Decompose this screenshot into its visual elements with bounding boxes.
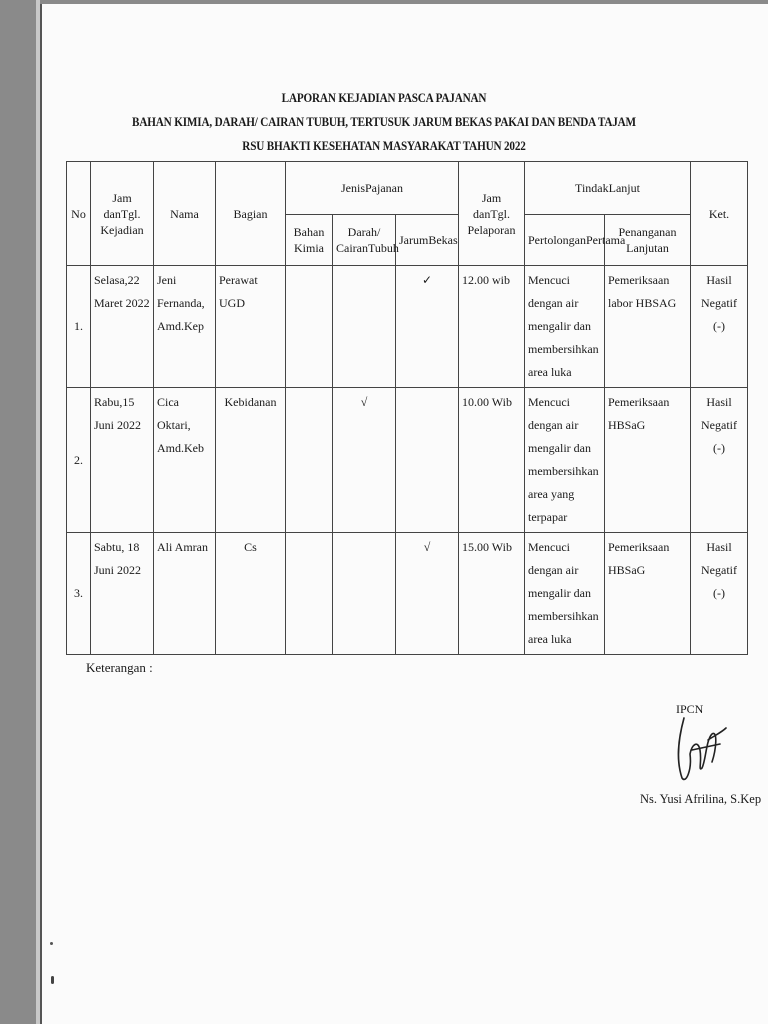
header-jarum: JarumBekas — [396, 215, 459, 266]
signer-name: Ns. Yusi Afrilina, S.Kep — [640, 792, 762, 806]
cell-bahan-kimia — [286, 533, 333, 655]
cell-pertolongan: Mencuci dengan air mengalir dan membersihkan area yang terpapar — [525, 388, 605, 533]
scan-speck — [50, 942, 53, 945]
cell-no: 1. — [67, 266, 91, 388]
incident-table — [66, 161, 748, 655]
header-bagian: Bagian — [216, 162, 286, 266]
cell-jarum — [396, 388, 459, 533]
cell-no: 2. — [67, 388, 91, 533]
header-no: No — [67, 162, 91, 266]
table-row — [67, 388, 748, 533]
cell-pertolongan: Mencuci dengan air mengalir dan membersihkan area luka — [525, 533, 605, 655]
header-nama: Nama — [154, 162, 216, 266]
hospital-title: RSU BHAKTI KESEHATAN MASYARAKAT TAHUN 2022 — [242, 138, 526, 153]
cell-tgl: Rabu,15 Juni 2022 — [91, 388, 154, 533]
header-darah: Darah/ CairanTubuh — [333, 215, 396, 266]
cell-no: 3. — [67, 533, 91, 655]
cell-ket: Hasil Negatif (-) — [691, 388, 748, 533]
header-jenis-pajanan: JenisPajanan — [286, 162, 459, 215]
cell-pertolongan: Mencuci dengan air mengalir dan membersihkan area luka — [525, 266, 605, 388]
report-title: LAPORAN KEJADIAN PASCA PAJANAN — [281, 90, 487, 105]
cell-penanganan: Pemeriksaan labor HBSAG — [605, 266, 691, 388]
scan-speck — [51, 976, 54, 984]
cell-pelaporan: 12.00 wib — [459, 266, 525, 388]
header-tindak-lanjut: TindakLanjut — [525, 162, 691, 215]
cell-tgl: Sabtu, 18 Juni 2022 — [91, 533, 154, 655]
header-penanganan: Penanganan Lanjutan — [605, 215, 691, 266]
cell-nama: Ali Amran — [154, 533, 216, 655]
header-ket: Ket. — [691, 162, 748, 266]
cell-jarum: √ — [396, 533, 459, 655]
cell-bahan-kimia — [286, 388, 333, 533]
cell-pelaporan: 10.00 Wib — [459, 388, 525, 533]
header-tgl-pelaporan: Jam danTgl. Pelaporan — [459, 162, 525, 266]
cell-penanganan: Pemeriksaan HBSaG — [605, 388, 691, 533]
cell-penanganan: Pemeriksaan HBSaG — [605, 533, 691, 655]
cell-nama: Cica Oktari, Amd.Keb — [154, 388, 216, 533]
cell-bagian: Cs — [216, 533, 286, 655]
cell-darah: √ — [333, 388, 396, 533]
cell-jarum: ✓ — [396, 266, 459, 388]
cell-ket: Hasil Negatif (-) — [691, 266, 748, 388]
ipcn-label: IPCN — [676, 702, 704, 716]
table-row — [67, 266, 748, 388]
header-pertolongan: PertolonganPertama — [525, 215, 605, 266]
cell-nama: Jeni Fernanda, Amd.Kep — [154, 266, 216, 388]
header-bahan-kimia: Bahan Kimia — [286, 215, 333, 266]
cell-tgl: Selasa,22 Maret 2022 — [91, 266, 154, 388]
cell-bahan-kimia — [286, 266, 333, 388]
cell-pelaporan: 15.00 Wib — [459, 533, 525, 655]
cell-darah — [333, 266, 396, 388]
report-subtitle: BAHAN KIMIA, DARAH/ CAIRAN TUBUH, TERTUSUK JARUM BEKAS PAKAI DAN BENDA TAJAM — [132, 114, 636, 129]
table-row — [67, 533, 748, 655]
cell-ket: Hasil Negatif (-) — [691, 533, 748, 655]
cell-bagian: Kebidanan — [216, 388, 286, 533]
cell-bagian: Perawat UGD — [216, 266, 286, 388]
signature-image — [662, 710, 732, 790]
cell-darah — [333, 533, 396, 655]
header-tgl-kejadian: Jam danTgl. Kejadian — [91, 162, 154, 266]
keterangan-label: Keterangan : — [86, 660, 153, 675]
